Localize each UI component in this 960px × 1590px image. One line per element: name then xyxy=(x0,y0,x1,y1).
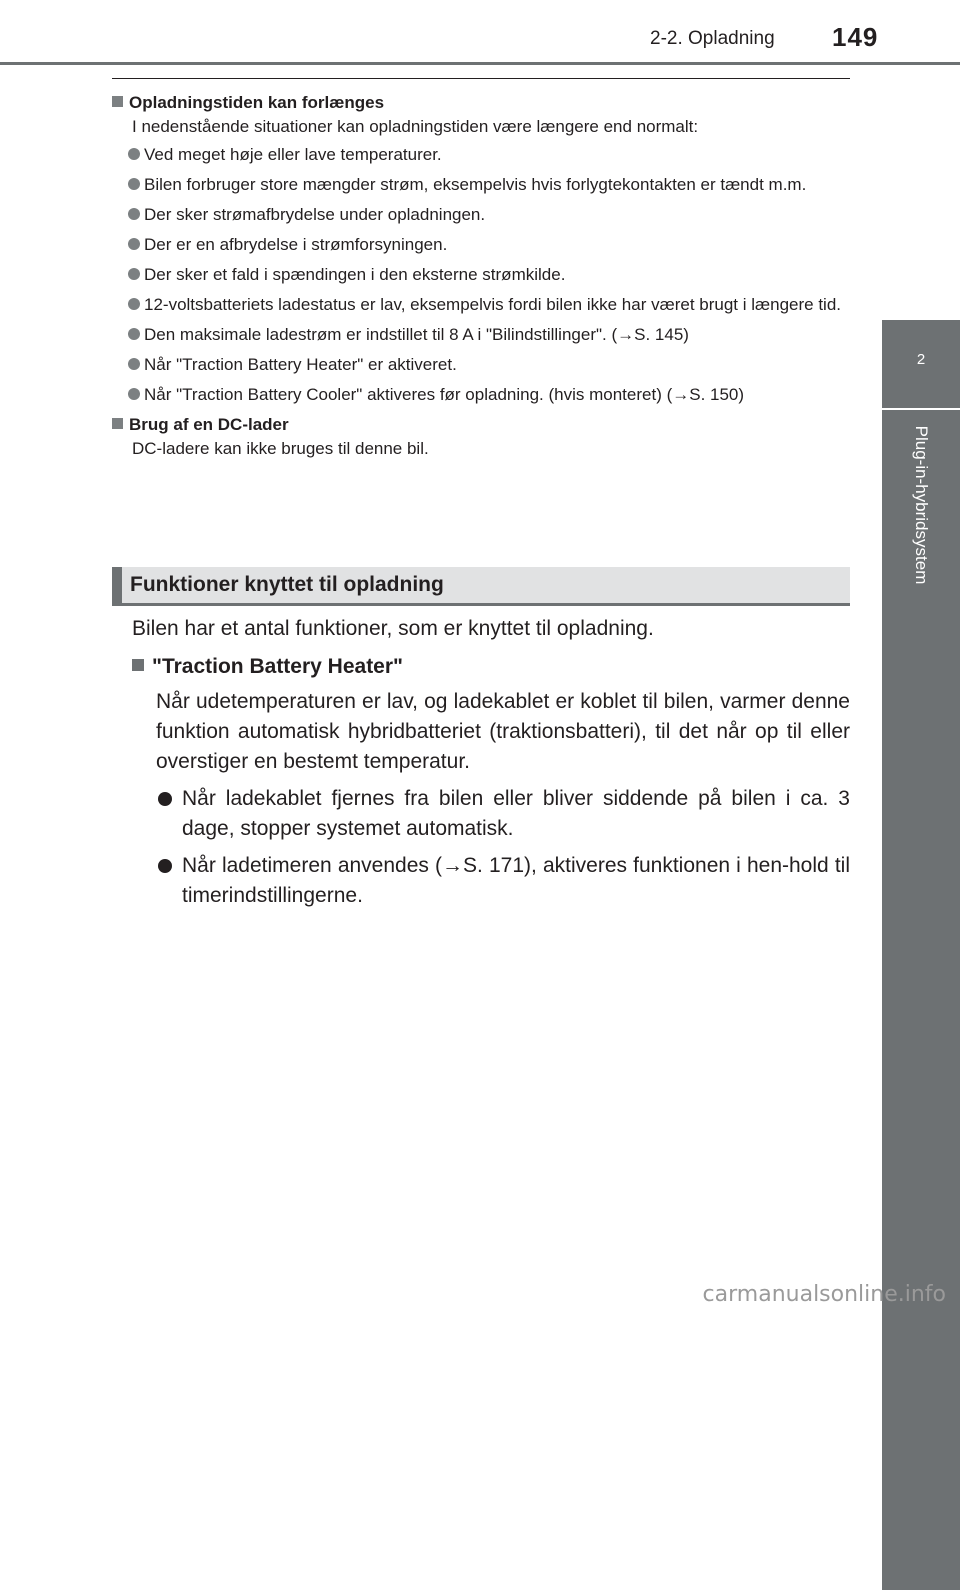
header-section-title: 2-2. Opladning xyxy=(650,28,775,49)
list-item: Når ladetimeren anvendes (→S. 171), aktiveres funktionen i hen-hold til timerindstillingerne. xyxy=(132,851,850,911)
header-rule xyxy=(0,62,960,65)
square-bullet-icon xyxy=(112,418,123,429)
list-item: Bilen forbruger store mængder strøm, eksempelvis hvis forlygtekontakten er tændt m.m. xyxy=(112,173,850,196)
bullet-dot-icon xyxy=(128,148,140,160)
bullet-dot-icon xyxy=(128,388,140,400)
subheading-charge-time: Opladningstiden kan forlænges xyxy=(112,91,850,114)
content-top-rule xyxy=(112,78,850,79)
bullet-dot-icon xyxy=(128,298,140,310)
paragraph-dc-charger: DC-ladere kan ikke bruges til denne bil. xyxy=(132,439,429,458)
list-item: Der er en afbrydelse i strømforsyningen. xyxy=(112,233,850,256)
list-item: Når ladekablet fjernes fra bilen eller bliver siddende på bilen i ca. 3 dage, stopper systemet automatisk. xyxy=(132,784,850,844)
bullet-dot-icon xyxy=(128,208,140,220)
side-tab-label: Plug-in-hybridsystem xyxy=(912,425,931,585)
bullet-dot-icon xyxy=(128,178,140,190)
bullet-dot-icon xyxy=(128,268,140,280)
bullet-list xyxy=(112,143,850,406)
square-bullet-icon xyxy=(112,96,123,107)
square-bullet-icon xyxy=(132,659,144,671)
list-item: Når "Traction Battery Cooler" aktiveres før opladning. (hvis monteret) (→S. 150) xyxy=(112,383,850,406)
side-tab xyxy=(882,410,960,1590)
list-item: Når "Traction Battery Heater" er aktiveret. xyxy=(112,353,850,376)
band-accent-bar xyxy=(112,567,122,606)
section-title: Funktioner knyttet til opladning xyxy=(130,573,444,596)
section-title-band xyxy=(112,567,850,606)
bullet-dot-icon xyxy=(158,859,172,873)
bullet-dot-icon xyxy=(128,358,140,370)
bullet-dot-icon xyxy=(128,328,140,340)
notes-section xyxy=(112,91,850,461)
list-item: 12-voltsbatteriets ladestatus er lav, eksempelvis fordi bilen ikke har været brugt i længere tid. xyxy=(112,293,850,316)
bullet-dot-icon xyxy=(158,792,172,806)
watermark-text: carmanualsonline.info xyxy=(702,1282,946,1307)
page-number: 149 xyxy=(832,22,879,52)
subheading-battery-heater: "Traction Battery Heater" xyxy=(132,652,850,682)
functions-intro: Bilen har et antal funktioner, som er knyttet til opladning. xyxy=(132,617,654,640)
list-item: Den maksimale ladestrøm er indstillet til 8 A i "Bilindstillinger". (→S. 145) xyxy=(112,323,850,346)
subheading-dc-charger: Brug af en DC-lader xyxy=(112,413,850,436)
bullet-dot-icon xyxy=(128,238,140,250)
paragraph-charge-time: I nedenstående situationer kan opladningstiden være længere end normalt: xyxy=(132,117,699,136)
list-item: Der sker et fald i spændingen i den eksterne strømkilde. xyxy=(112,263,850,286)
list-item: Ved meget høje eller lave temperaturer. xyxy=(112,143,850,166)
paragraph-battery-heater: Når udetemperaturen er lav, og ladekablet er koblet til bilen, varmer denne funktion automatisk hybridbatteriet (traktionsbatteri), til det når op til eller overstiger en bestemt temperatur. xyxy=(156,690,850,773)
side-tab-number: 2 xyxy=(882,320,960,408)
list-item: Der sker strømafbrydelse under opladningen. xyxy=(112,203,850,226)
functions-section xyxy=(132,614,850,911)
